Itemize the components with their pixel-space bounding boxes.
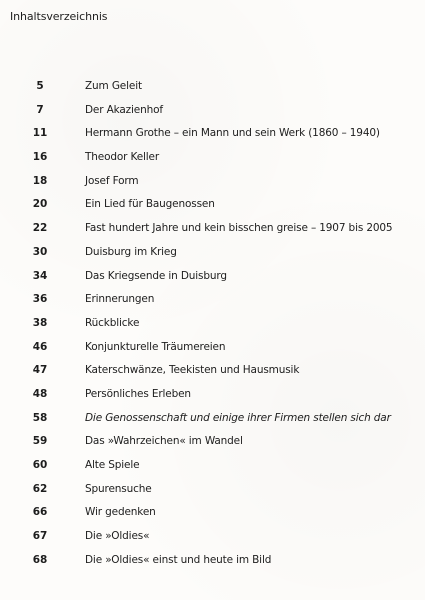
toc-row [0,387,425,411]
toc-entry-title: Duisburg im Krieg [85,245,177,258]
toc-page-number: 60 [32,459,48,471]
toc-row [0,529,425,553]
toc-page-number: 62 [32,482,48,495]
toc-row [0,174,425,198]
toc-page-number: 34 [32,269,48,282]
toc-row [0,245,425,269]
toc-page-number: 11 [32,127,48,140]
toc-entry-title: Persönliches Erleben [85,387,191,400]
toc-page-number: 59 [32,435,48,448]
toc-entry-title: Josef Form [85,174,139,187]
toc-entry-title: Wir gedenken [85,506,156,519]
toc-page-number: 67 [32,530,48,543]
toc-row [0,458,425,482]
toc-entry-title: Spurensuche [85,482,152,495]
toc-row [0,482,425,506]
toc-row [0,221,425,245]
toc-entry-title: Alte Spiele [85,459,140,471]
page-title: Inhaltsverzeichnis [10,10,108,23]
toc-entry-title: Das »Wahrzeichen« im Wandel [85,435,243,448]
toc-entry-title: Die »Oldies« einst und heute im Bild [85,553,272,566]
toc-row [0,79,425,103]
toc-row [0,434,425,458]
toc-entry-title: Der Akazienhof [85,103,163,116]
toc-page-number: 30 [32,245,48,258]
table-of-contents [0,79,425,576]
toc-row [0,292,425,316]
toc-page-number: 66 [32,506,48,519]
toc-row [0,363,425,387]
toc-entry-title: Das Kriegsende in Duisburg [85,269,227,282]
toc-page-number: 18 [32,174,48,187]
toc-row [0,150,425,174]
toc-entry-title: Ein Lied für Baugenossen [85,198,215,211]
toc-page-number: 16 [32,151,48,164]
toc-row [0,103,425,127]
toc-page-number: 38 [32,316,48,329]
toc-row [0,505,425,529]
toc-row [0,553,425,577]
toc-entry-title: Zum Geleit [85,80,142,92]
toc-page-number: 58 [32,411,48,424]
toc-entry-title: Hermann Grothe – ein Mann und sein Werk (1860 – 1940) [85,127,380,140]
toc-entry-title: Die Genossenschaft und einige ihrer Firmen stellen sich dar [85,411,391,424]
toc-row [0,269,425,293]
toc-page-number: 22 [32,222,48,235]
toc-page-number: 5 [36,80,44,92]
toc-page-number: 36 [32,293,48,306]
toc-row [0,126,425,150]
toc-page-number: 7 [36,103,44,116]
toc-page-number: 47 [32,364,48,377]
toc-entry-title: Theodor Keller [85,151,160,164]
toc-entry-title: Konjunkturelle Träumereien [85,340,226,353]
toc-entry-title: Fast hundert Jahre und kein bisschen greise – 1907 bis 2005 [85,222,393,235]
toc-page-number: 20 [32,198,48,211]
toc-row [0,316,425,340]
toc-row [0,197,425,221]
toc-row [0,340,425,364]
toc-entry-title: Rückblicke [85,316,140,329]
toc-entry-title: Die »Oldies« [85,530,150,543]
toc-entry-title: Katerschwänze, Teekisten und Hausmusik [85,364,300,377]
toc-page-number: 68 [32,553,48,566]
toc-page-number: 46 [32,340,48,353]
toc-row [0,411,425,435]
toc-page-number: 48 [32,387,48,400]
toc-entry-title: Erinnerungen [85,293,155,306]
